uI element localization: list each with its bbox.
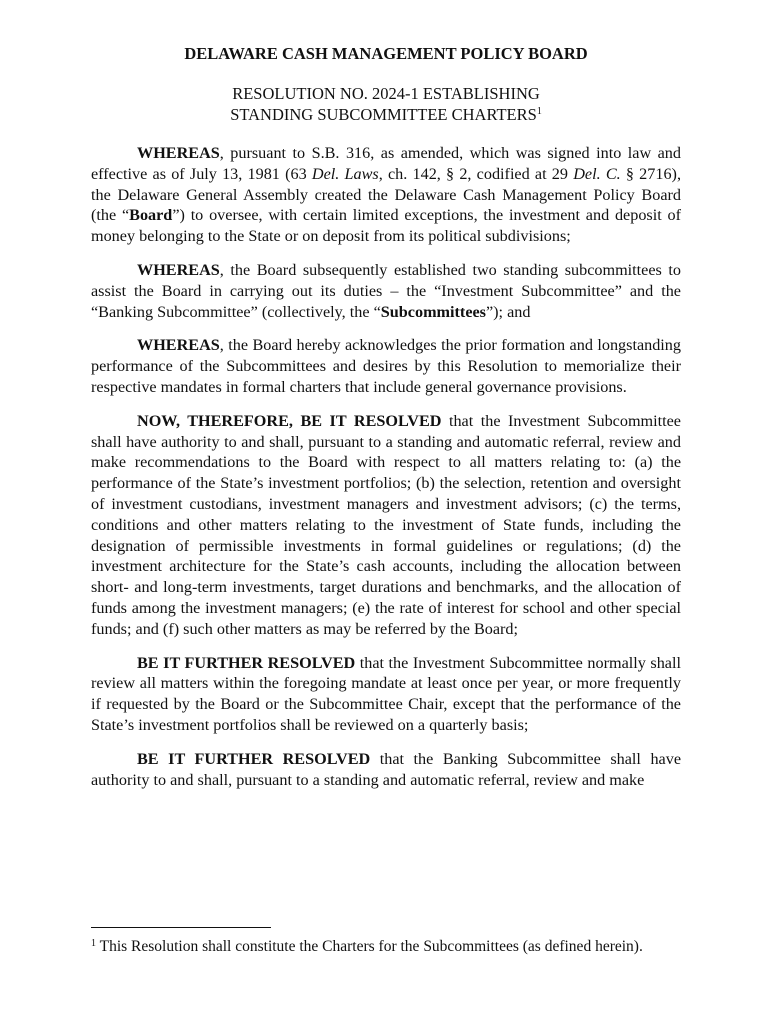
paragraph-text: § 2716), the Delaware General Assembly created the Delaware Cash Management Policy Board (the “: [91, 164, 681, 225]
paragraph-lead: NOW, THEREFORE, BE IT RESOLVED: [137, 411, 442, 430]
paragraph-text: ”) to oversee, with certain limited exceptions, the investment and deposit of money belonging to the State or on deposit from its political subdivisions;: [91, 206, 681, 246]
paragraph-lead: WHEREAS: [137, 260, 220, 279]
resolution-heading: [91, 83, 681, 125]
paragraph-text: that the Investment Subcommittee shall have authority to and shall, pursuant to a standing and automatic referral, review and make recommendations to the Board with respect to all matters relating to: (a) the performance of the State’s investment portfolios; (b) the selection, retention and oversight of investment custodians, investment managers and investment advisors; (c) the terms, conditions and other matters relating to the investment of State funds, including the designation of permissible investments in formal guidelines or regulations; (d) the investment architecture for the State’s cash accounts, including the allocation between short- and long-term investments, target durations and benchmarks, and the allocation of funds among the investment managers; (e) the rate of interest for school and other special funds; and (f) such other matters as may be referred by the Board;: [91, 411, 681, 638]
paragraph-text: , ch. 142, § 2, codified at 29: [378, 164, 574, 183]
whereas-paragraph-3: [91, 335, 681, 397]
paragraph-lead: BE IT FURTHER RESOLVED: [137, 749, 371, 768]
whereas-paragraph-1: [91, 143, 681, 247]
footnote-divider: [91, 927, 271, 928]
resolved-paragraph: [91, 411, 681, 640]
further-resolved-paragraph-1: [91, 653, 681, 736]
paragraph-text: , the Board hereby acknowledges the prior formation and longstanding performance of the Subcommittees and desires by this Resolution to memorialize their respective mandates in formal charters that include general governance provisions.: [91, 336, 681, 396]
footnote: [91, 936, 681, 957]
paragraph-lead: WHEREAS: [137, 144, 220, 162]
paragraph-lead: BE IT FURTHER RESOLVED: [137, 653, 356, 672]
footnote-reference[interactable]: 1: [536, 106, 542, 117]
whereas-paragraph-2: [91, 260, 681, 322]
defined-term: Subcommittees: [380, 302, 486, 321]
citation-italic: Del. Laws: [311, 164, 379, 183]
citation-italic: Del. C.: [573, 164, 621, 183]
paragraph-text: , the Board subsequently established two standing subcommittees to assist the Board in carrying out its duties – the “Investment Subcommittee” and the “Banking Subcommittee” (collectively, the “: [91, 260, 681, 321]
paragraph-text: that the Banking Subcommittee shall have authority to and shall, pursuant to a standing and automatic referral, review and make: [91, 749, 682, 789]
footnote-number: 1: [91, 938, 96, 949]
paragraph-lead: WHEREAS: [137, 336, 220, 355]
footnote-text: This Resolution shall constitute the Charters for the Subcommittees (as defined herein).: [96, 938, 643, 955]
further-resolved-paragraph-2: [91, 749, 681, 791]
paragraph-text: ”); and: [485, 302, 531, 321]
paragraph-text: , pursuant to S.B. 316, as amended, which was signed into law and effective as of July 13, 1981 (63: [91, 144, 681, 183]
defined-term: Board: [129, 206, 173, 225]
resolution-heading-line1: RESOLUTION NO. 2024-1 ESTABLISHING: [232, 84, 540, 103]
document-title: DELAWARE CASH MANAGEMENT POLICY BOARD: [184, 44, 588, 63]
paragraph-text: that the Investment Subcommittee normally shall review all matters within the foregoing mandate at least once per year, or more frequently if requested by the Board or the Subcommittee Chair, except that the performance of the State’s investment portfolios shall be reviewed on a quarterly basis;: [91, 653, 681, 734]
resolution-heading-line2: STANDING SUBCOMMITTEE CHARTERS: [230, 105, 537, 124]
